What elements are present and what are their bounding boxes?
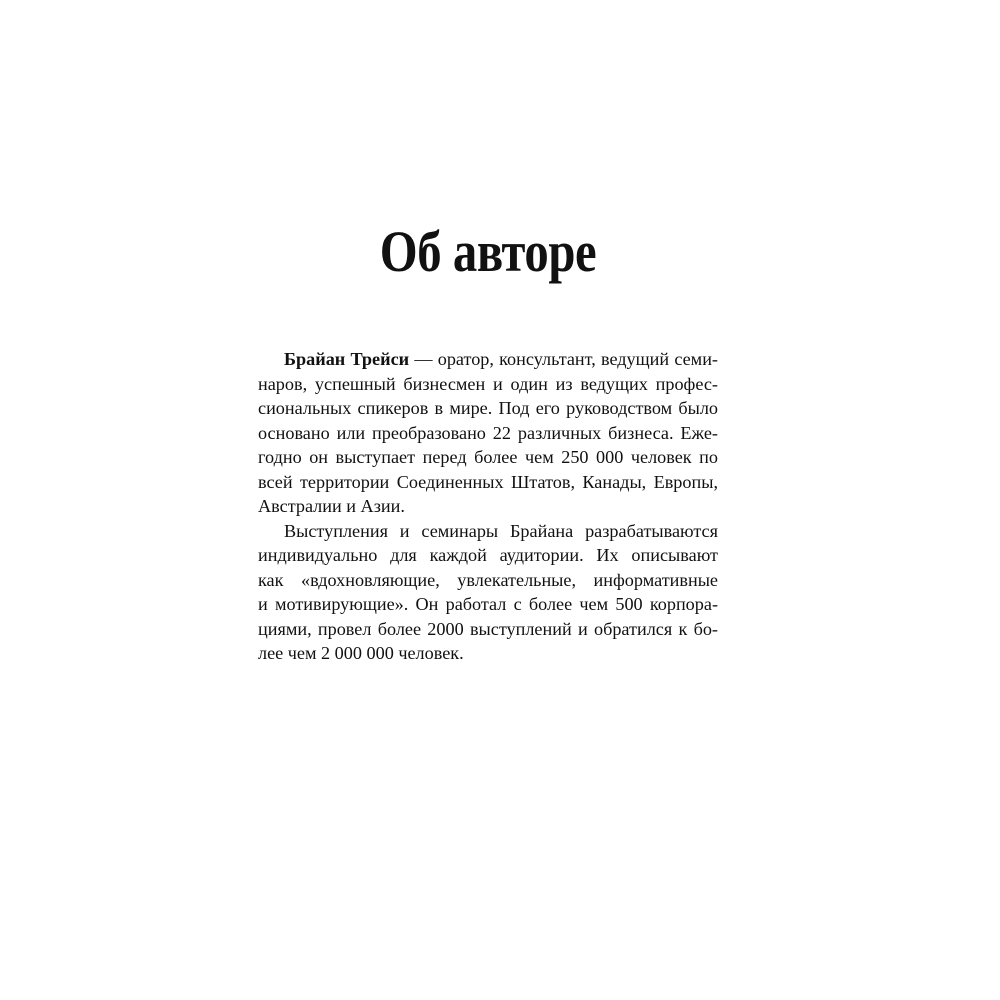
text-line: основано или преобразовано 22 различных бизнеса. Еже- [258, 422, 718, 443]
author-name: Брайан Трейси [284, 349, 410, 369]
text-line: наров, успешный бизнесмен и один из ведущих профес- [258, 373, 718, 394]
text-line: циями, провел более 2000 выступлений и обратился к бо- [258, 618, 718, 639]
text-line [258, 347, 718, 372]
text-line: и мотивирующие». Он работал с более чем 500 корпора- [258, 594, 718, 614]
text-line: всей территории Соединенных Штатов, Канады, Европы, [258, 471, 718, 492]
paragraph-2 [258, 519, 718, 666]
text-line: как «вдохновляющие, увлекательные, информативные [258, 569, 718, 590]
text-line: Австралии и Азии. [258, 496, 405, 516]
text-line: Выступления и семинары Брайана разрабатываются [284, 520, 718, 541]
text-line-content: — оратор, консультант, ведущий семи- [409, 349, 718, 369]
paragraph-1 [258, 347, 718, 519]
text-line: лее чем 2 000 000 человек. [258, 643, 464, 663]
text-line: сиональных спикеров в мире. Под его руководством было [258, 398, 718, 418]
body-text [258, 347, 718, 666]
text-line: годно он выступает перед более чем 250 000 человек по [258, 447, 718, 467]
chapter-title: Об авторе [379, 219, 597, 284]
text-line: индивидуально для каждой аудитории. Их описывают [258, 545, 718, 565]
